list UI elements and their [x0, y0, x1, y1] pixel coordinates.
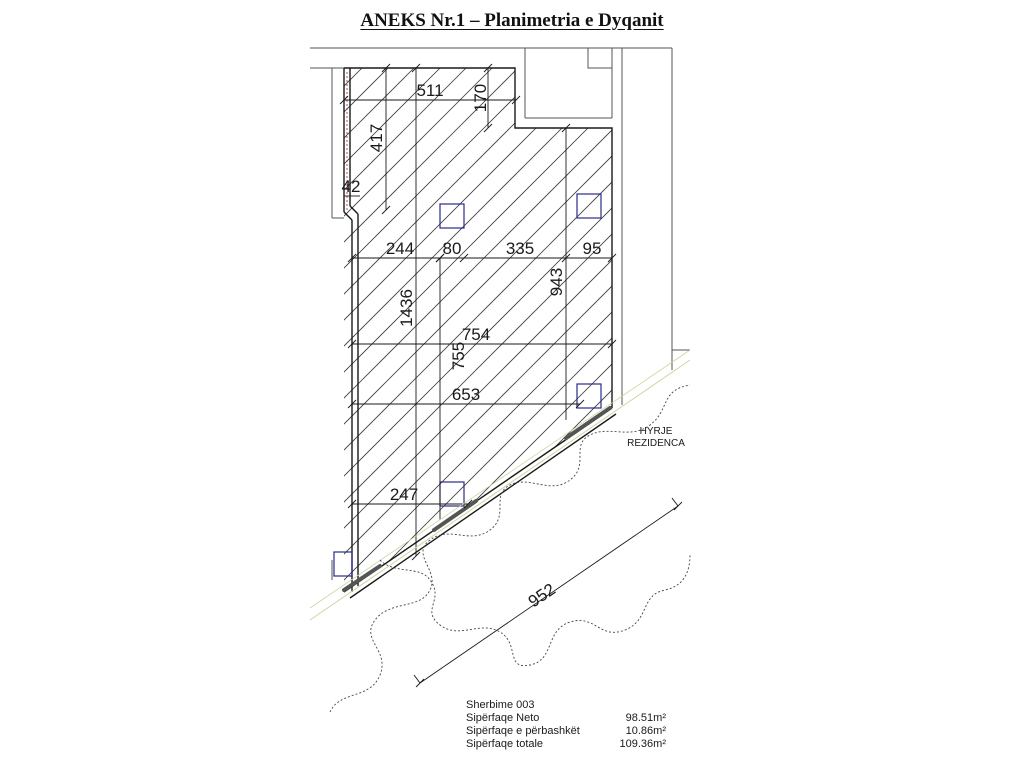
info-row-label: Sipërfaqe totale: [466, 738, 544, 750]
dim-247: 247: [389, 485, 419, 504]
dim-511: 511: [416, 81, 444, 100]
hatch-line: [276, 0, 976, 700]
dim-754: 754: [461, 325, 491, 344]
info-row-label: Sipërfaqe e përbashkët: [466, 725, 580, 737]
dim-170: 170: [471, 83, 490, 113]
info-row-label: Sipërfaqe Neto: [466, 712, 540, 724]
hatch-line: [0, 0, 508, 700]
dimension-labels: [342, 81, 602, 611]
hatch-line: [406, 0, 1024, 700]
hatch-line: [0, 0, 352, 700]
hatch-line: [0, 0, 326, 700]
hatch-line: [510, 0, 1024, 700]
column-1: [440, 204, 464, 228]
info-block: [466, 699, 666, 750]
dim-653: 653: [451, 385, 481, 404]
info-row-value: 98.51m²: [625, 712, 666, 724]
hatch-line: [120, 0, 820, 700]
hatch-line: [172, 0, 872, 700]
hatch-line: [0, 0, 378, 700]
info-unit: Sherbime 003: [466, 699, 535, 711]
column-4: [440, 482, 464, 506]
hatch-line: [562, 0, 1024, 700]
hatch-line: [0, 0, 456, 700]
entrance-label-line1: HYRJE: [639, 426, 673, 437]
column-5: [334, 552, 352, 576]
column-2: [577, 194, 601, 218]
hatch-line: [0, 0, 482, 700]
dim-952: 952: [524, 579, 559, 612]
dim-943: 943: [547, 267, 566, 297]
hatch-line: [536, 0, 1024, 700]
hatch-line: [588, 0, 1024, 700]
hatch-line: [484, 0, 1024, 700]
hatch-line: [16, 0, 716, 700]
hatch-line: [146, 0, 846, 700]
dim-80: 80: [442, 239, 462, 258]
entrance-label: [627, 426, 685, 449]
hatch-line: [0, 0, 300, 700]
dim-755: 755: [449, 341, 468, 371]
dim-95: 95: [582, 239, 602, 258]
info-row-value: 10.86m²: [625, 725, 666, 737]
dim-244: 244: [385, 239, 415, 258]
entrance-label-line2: REZIDENCA: [627, 438, 685, 449]
hatch-line: [432, 0, 1024, 700]
page-title: ANEKS Nr.1 – Planimetria e Dyqanit: [360, 10, 664, 31]
dim-1436: 1436: [397, 289, 416, 327]
info-row-value: 109.36m²: [619, 738, 666, 750]
dimension-lines: [340, 64, 682, 687]
hatch-line: [68, 0, 768, 700]
hatch-line: [42, 0, 742, 700]
dim-417: 417: [367, 123, 386, 153]
hatch-line: [302, 0, 1002, 700]
dim-335: 335: [505, 239, 535, 258]
dim-42: 42: [341, 177, 361, 196]
